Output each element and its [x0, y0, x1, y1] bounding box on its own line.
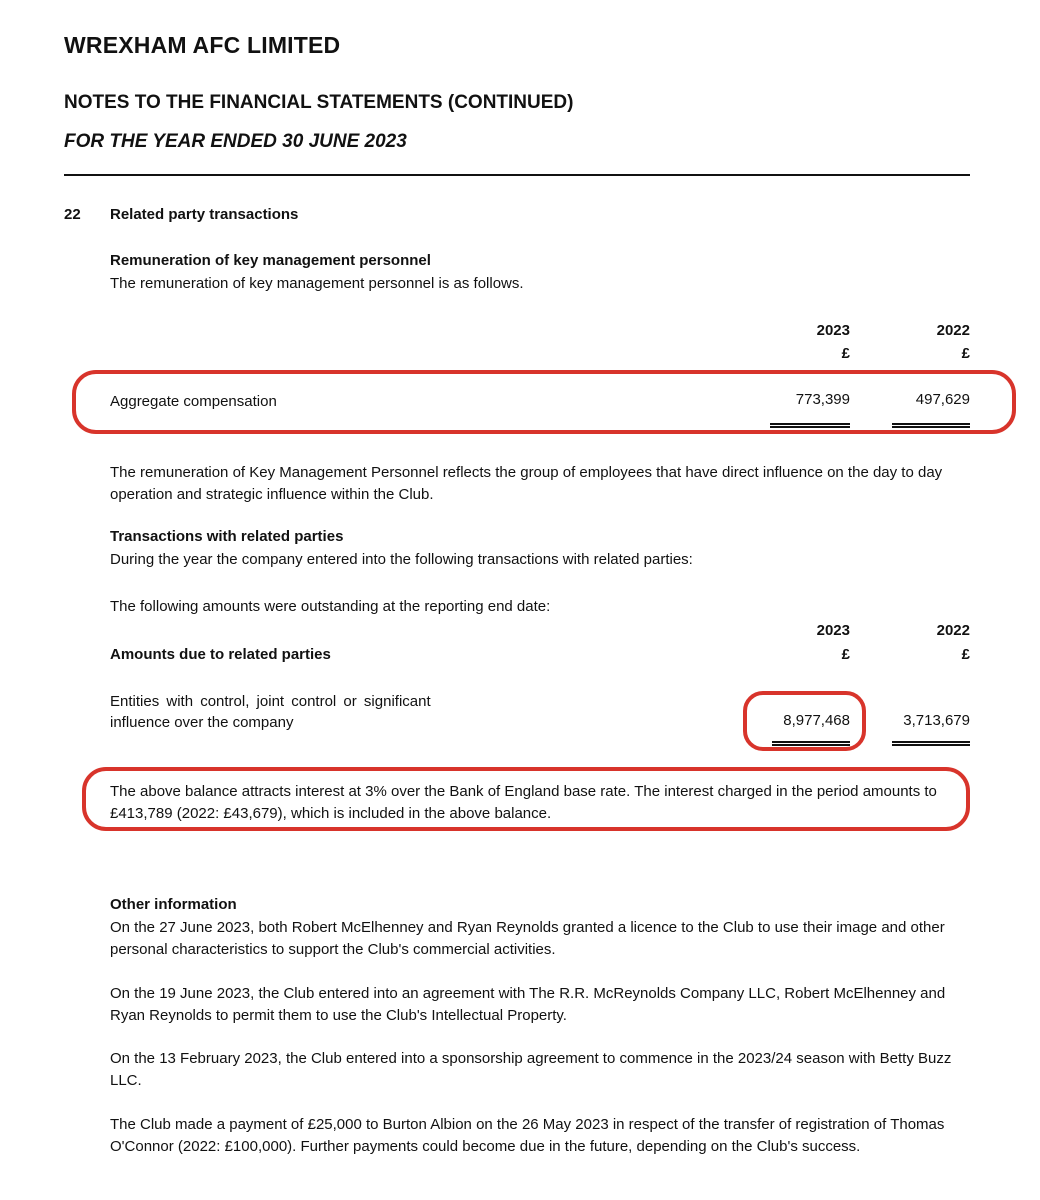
compensation-highlight-circle	[72, 370, 1016, 434]
remuneration-currency-2023: £	[841, 345, 850, 362]
amounts-double-rule-2022	[892, 741, 970, 746]
company-name: WREXHAM AFC LIMITED	[64, 32, 341, 58]
remuneration-col-2023: 2023	[816, 322, 850, 339]
aggregate-compensation-2023: 773,399	[795, 391, 850, 408]
other-information-heading: Other information	[110, 896, 237, 913]
aggregate-compensation-label: Aggregate compensation	[110, 393, 277, 410]
remuneration-col-2022: 2022	[936, 322, 970, 339]
transactions-heading: Transactions with related parties	[110, 528, 344, 545]
amounts-col-2022: 2022	[936, 622, 970, 639]
amounts-currency-2022: £	[961, 646, 970, 663]
header-divider	[64, 174, 970, 176]
other-paragraph: On the 13 February 2023, the Club entered into a sponsorship agreement to commence in the 2023/24 season with Betty Buzz LLC.	[110, 1050, 952, 1089]
other-paragraph: On the 19 June 2023, the Club entered into an agreement with The R.R. McReynolds Company LLC, Robert McElhenney and Ryan Reynolds to permit them to use the Club's Intellectual Property.	[110, 985, 946, 1024]
entities-label-line2: influence over the company	[110, 714, 294, 731]
amounts-due-heading: Amounts due to related parties	[110, 646, 331, 663]
interest-highlight-circle	[82, 767, 970, 831]
amounts-currency-2023: £	[841, 646, 850, 663]
remuneration-intro: The remuneration of key management personnel is as follows.	[110, 275, 524, 292]
entities-value-2023: 8,977,468	[783, 712, 850, 729]
other-paragraph: The Club made a payment of £25,000 to Burton Albion on the 26 May 2023 in respect of the transfer of registration of Thomas O'Connor (2022: £100,000). Further payments could become due in the future, depending on the Club's success.	[110, 1116, 945, 1155]
section-title: Related party transactions	[110, 206, 299, 223]
aggregate-compensation-2022: 497,629	[915, 391, 970, 408]
period-title: FOR THE YEAR ENDED 30 JUNE 2023	[64, 131, 407, 152]
interest-note: The above balance attracts interest at 3% over the Bank of England base rate. The interest charged in the period amounts to £413,789 (2022: £43,679), which is included in the above balance.	[110, 783, 937, 822]
notes-title: NOTES TO THE FINANCIAL STATEMENTS (CONTINUED)	[64, 92, 574, 113]
section-number: 22	[64, 206, 81, 223]
other-paragraph: On the 27 June 2023, both Robert McElhenney and Ryan Reynolds granted a licence to the Club to use their image and other personal characteristics to support the Club's commercial activities.	[110, 919, 945, 958]
amounts-col-2023: 2023	[816, 622, 850, 639]
remuneration-heading: Remuneration of key management personnel	[110, 252, 431, 269]
amount-highlight-circle	[743, 691, 866, 751]
remuneration-currency-2022: £	[961, 345, 970, 362]
transactions-intro: During the year the company entered into the following transactions with related parties:	[110, 551, 693, 568]
remuneration-note: The remuneration of Key Management Personnel reflects the group of employees that have direct influence on the day to day operation and strategic influence within the Club.	[110, 464, 943, 503]
entities-value-2022: 3,713,679	[903, 712, 970, 729]
entities-label-line1: Entities with control, joint control or significant	[110, 693, 431, 710]
outstanding-intro: The following amounts were outstanding at the reporting end date:	[110, 598, 551, 615]
